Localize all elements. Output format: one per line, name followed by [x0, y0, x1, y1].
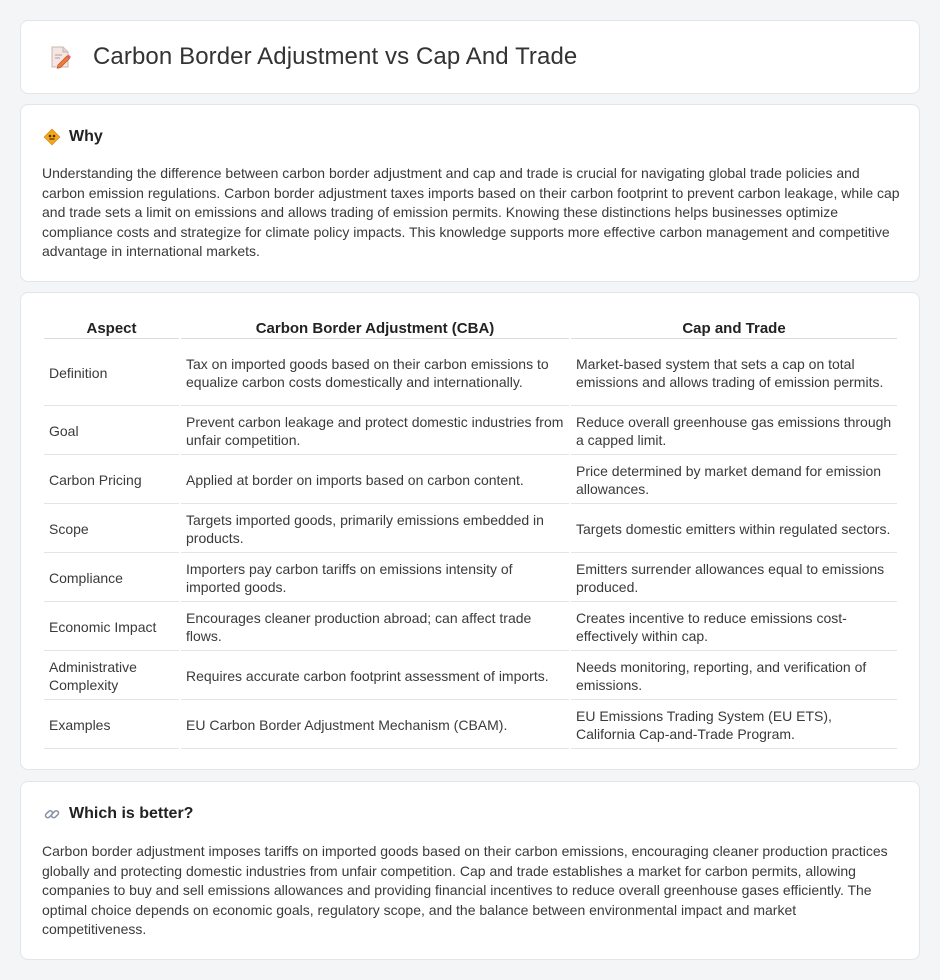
cba-cell: Targets imported goods, primarily emissions embedded in products. [181, 505, 569, 553]
diamond-sign-icon [43, 128, 61, 146]
why-section [20, 104, 920, 282]
why-heading: Why [69, 128, 103, 145]
cba-cell: Prevent carbon leakage and protect domestic industries from unfair competition. [181, 407, 569, 455]
cba-cell: Importers pay carbon tariffs on emissions intensity of imported goods. [181, 554, 569, 602]
aspect-cell: Compliance [44, 554, 179, 602]
cap-and-trade-cell: Targets domestic emitters within regulated sectors. [571, 505, 897, 553]
aspect-cell: Scope [44, 505, 179, 553]
cba-cell: Encourages cleaner production abroad; can affect trade flows. [181, 603, 569, 651]
table-row [44, 407, 897, 455]
aspect-cell: Goal [44, 407, 179, 455]
column-header-cap-and-trade: Cap and Trade [571, 315, 897, 339]
link-icon [43, 805, 61, 823]
aspect-cell: Definition [44, 340, 179, 406]
cap-and-trade-cell: Price determined by market demand for emission allowances. [571, 456, 897, 504]
table-row [44, 652, 897, 700]
better-heading-row [43, 805, 193, 823]
table-row [44, 701, 897, 749]
aspect-cell: Carbon Pricing [44, 456, 179, 504]
document-pencil-icon [47, 44, 73, 70]
comparison-table [42, 314, 899, 750]
cba-cell: EU Carbon Border Adjustment Mechanism (CBAM). [181, 701, 569, 749]
cap-and-trade-cell: Creates incentive to reduce emissions cost-effectively within cap. [571, 603, 897, 651]
cba-cell: Applied at border on imports based on carbon content. [181, 456, 569, 504]
column-header-cba: Carbon Border Adjustment (CBA) [181, 315, 569, 339]
better-heading: Which is better? [69, 805, 194, 822]
table-row [44, 554, 897, 602]
cap-and-trade-cell: Emitters surrender allowances equal to emissions produced. [571, 554, 897, 602]
table-row [44, 505, 897, 553]
aspect-cell: Economic Impact [44, 603, 179, 651]
header-card [20, 20, 920, 94]
table-row [44, 603, 897, 651]
comparison-table-card [20, 292, 920, 770]
cap-and-trade-cell: Needs monitoring, reporting, and verification of emissions. [571, 652, 897, 700]
aspect-cell: Administrative Complexity [44, 652, 179, 700]
cba-cell: Requires accurate carbon footprint assessment of imports. [181, 652, 569, 700]
table-row [44, 456, 897, 504]
cap-and-trade-cell: EU Emissions Trading System (EU ETS), California Cap-and-Trade Program. [571, 701, 897, 749]
which-is-better-section [20, 781, 920, 960]
aspect-cell: Examples [44, 701, 179, 749]
cba-cell: Tax on imported goods based on their carbon emissions to equalize carbon costs domestically and internationally. [181, 340, 569, 406]
cap-and-trade-cell: Market-based system that sets a cap on total emissions and allows trading of emission permits. [571, 340, 897, 406]
page-title: Carbon Border Adjustment vs Cap And Trade [93, 43, 578, 70]
column-header-aspect: Aspect [44, 315, 179, 339]
better-text: Carbon border adjustment imposes tariffs on imported goods based on their carbon emissions, encouraging cleaner production practices globally and protecting domestic industries from unfair competition. Cap and trade establishes a market for carbon permits, allowing companies to buy and sell emissions allowances and providing financial incentives to reduce overall greenhouse gases efficiently. The optimal choice depends on economic goals, regulatory scope, and the balance between environmental impact and market competitiveness. [42, 843, 888, 937]
table-row [44, 340, 897, 406]
why-text: Understanding the difference between carbon border adjustment and cap and trade is crucial for navigating global trade policies and carbon emission regulations. Carbon border adjustment taxes imports based on their carbon footprint to prevent carbon leakage, while cap and trade sets a limit on emissions and allows trading of emission permits. Knowing these distinctions helps businesses optimize compliance costs and strategize for climate policy impacts. This knowledge supports more effective carbon management and competitive advantage in international markets. [42, 165, 900, 259]
table-header-row [44, 315, 897, 339]
why-heading-row [43, 128, 103, 146]
cap-and-trade-cell: Reduce overall greenhouse gas emissions through a capped limit. [571, 407, 897, 455]
